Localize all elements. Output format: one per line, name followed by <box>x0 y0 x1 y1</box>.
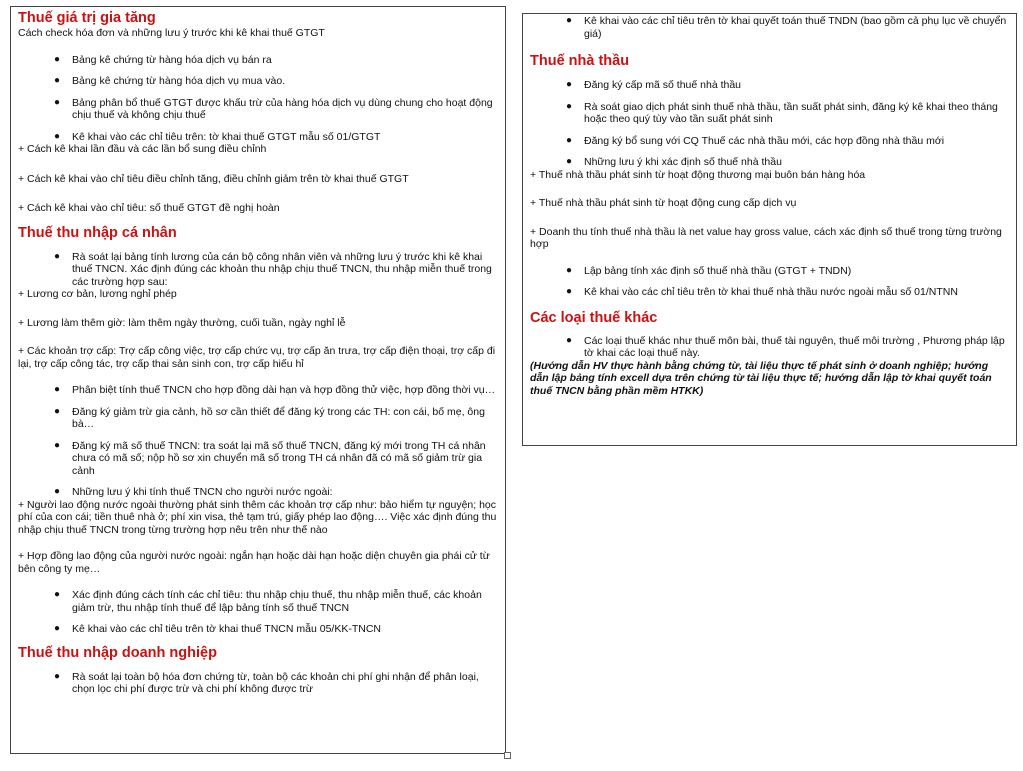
bullet-icon: ● <box>54 405 61 417</box>
heading-pit: Thuế thu nhập cá nhân <box>18 224 177 241</box>
bullet-icon: ● <box>566 264 573 276</box>
list-item: ● Lập bảng tính xác định số thuế nhà thầu (GTGT + TNDN) <box>566 264 852 277</box>
resize-handle[interactable] <box>504 752 511 759</box>
list-item: ● Rà soát lại toàn bộ hóa đơn chứng từ, toàn bộ các khoản chi phí ghi nhận để phân loại, chọn lọc chi phí được trừ và chi phí không được trừ <box>54 670 479 695</box>
other-bullet-list <box>530 335 1008 360</box>
fct-bullet-list-2 <box>530 265 1008 299</box>
list-item: ● Kê khai vào các chỉ tiêu trên: tờ khai thuế GTGT mẫu số 01/GTGT <box>54 130 381 143</box>
bullet-icon: ● <box>566 15 573 26</box>
bullet-icon: ● <box>566 100 573 112</box>
vat-plus-3: + Cách kê khai vào chỉ tiêu: số thuế GTGT đề nghị hoàn <box>18 202 280 214</box>
training-note: (Hướng dẫn HV thực hành bằng chứng từ, tài liệu thực tế phát sinh ở doanh nghiệp; hướng dẫn lập bảng tính excell dựa trên chứng từ tài liệu thực tế; hướng dẫn lập tờ khai quyết toán thuế TNCN bằng phần mềm HTKK) <box>530 359 992 397</box>
bullet-icon: ● <box>54 486 61 497</box>
cit-continued-list <box>530 15 1008 40</box>
bullet-icon: ● <box>54 250 61 262</box>
pit-plus-3: + Các khoản trợ cấp: Trợ cấp công việc, trợ cấp chức vụ, trợ cấp ăn trưa, trợ cấp điện thoại, trợ cấp đi lại, trợ cấp công tác, trợ cấp thai sản sinh con, trợ cấp hiếu hỉ <box>18 345 496 370</box>
heading-other-taxes: Các loại thuế khác <box>530 309 658 326</box>
bullet-icon: ● <box>54 75 61 86</box>
bullet-icon: ● <box>54 53 61 65</box>
list-item: ● Đăng ký bổ sung với CQ Thuế các nhà thầu mới, các hợp đồng nhà thầu mới <box>566 134 945 147</box>
left-text-box[interactable] <box>10 6 506 754</box>
bullet-icon: ● <box>54 439 61 451</box>
heading-vat: Thuế giá trị gia tăng <box>18 10 156 26</box>
list-item: ● Những lưu ý khi xác định số thuế nhà thầu <box>566 156 782 168</box>
bullet-icon: ● <box>566 79 573 90</box>
pit-plus-5: + Hợp đồng lao động của người nước ngoài: ngắn hạn hoặc dài hạn hoặc diện chuyên gia phái cử từ bên công ty mẹ… <box>18 550 490 575</box>
pit-bullet-list-3 <box>18 589 497 636</box>
list-item: ● Phân biệt tính thuế TNCN cho hợp đồng dài hạn và hợp đồng thử việc, hợp đồng thời vụ… <box>54 384 496 396</box>
bullet-icon: ● <box>54 96 61 108</box>
vat-plus-2: + Cách kê khai vào chỉ tiêu điều chỉnh tăng, điều chỉnh giảm trên tờ khai thuế GTGT <box>18 172 409 185</box>
fct-plus-2: + Thuế nhà thầu phát sinh từ hoạt động cung cấp dịch vụ <box>530 197 797 209</box>
list-item: ● Kê khai vào các chỉ tiêu trên tờ khai quyết toán thuế TNDN (bao gồm cả phụ lục về chuyển giá) <box>566 15 1007 40</box>
bullet-icon: ● <box>566 286 573 297</box>
bullet-icon: ● <box>566 134 573 146</box>
list-item: ● Đăng ký mã số thuế TNCN: tra soát lại mã số thuế TNCN, đăng ký mới trong TH cá nhân chưa có mã số; nộp hồ sơ xin chuyển mã số trong TH cá nhân đã có mã số giảm trừ gia cảnh <box>54 439 486 477</box>
list-item: ● Kê khai vào các chỉ tiêu trên tờ khai thuế TNCN mẫu 05/KK-TNCN <box>54 623 381 635</box>
bullet-icon: ● <box>566 334 573 346</box>
bullet-icon: ● <box>54 384 61 395</box>
right-text-box[interactable] <box>522 13 1017 446</box>
list-item: ● Bảng phân bổ thuế GTGT được khấu trừ của hàng hóa dịch vụ dùng chung cho hoạt động chịu thuế và không chịu thuế <box>54 96 493 121</box>
bullet-icon: ● <box>54 589 61 600</box>
list-item: ● Xác định đúng cách tính các chỉ tiêu: thu nhập chịu thuế, thu nhập miễn thuế, các khoản giảm trừ, thu nhập tính thuế để lập bảng tính số thuế TNCN <box>54 589 482 614</box>
pit-plus-1: + Lương cơ bản, lương nghỉ phép <box>18 288 177 300</box>
list-item: ● Bảng kê chứng từ hàng hóa dịch vụ mua vào. <box>54 75 286 87</box>
fct-bullet-list <box>530 79 1008 169</box>
list-item: ● Rà soát giao dịch phát sinh thuế nhà thầu, tần suất phát sinh, đăng ký kê khai theo tháng hoặc theo quý tùy vào tần suất phát sinh <box>566 100 998 125</box>
list-item: ● Các loại thuế khác như thuế môn bài, thuế tài nguyên, thuế môi trường , Phương pháp lập tờ khai các loại thuế này. <box>566 334 1005 359</box>
list-item: ● Kê khai vào các chỉ tiêu trên tờ khai thuế nhà thầu nước ngoài mẫu số 01/NTNN <box>566 286 958 298</box>
vat-plus-1: + Cách kê khai lần đầu và các lần bổ sung điều chỉnh <box>18 143 267 155</box>
list-item: ● Những lưu ý khi tính thuế TNCN cho người nước ngoài: <box>54 486 333 498</box>
cit-bullet-list <box>18 671 497 696</box>
fct-plus-1: + Thuế nhà thầu phát sinh từ hoạt động thương mại buôn bán hàng hóa <box>530 168 866 181</box>
list-item: ● Đăng ký cấp mã số thuế nhà thầu <box>566 79 742 91</box>
bullet-icon: ● <box>54 670 61 682</box>
pit-bullet-list-2 <box>18 384 497 499</box>
fct-plus-3: + Doanh thu tính thuế nhà thầu là net value hay gross value, cách xác định số thuế trong từng trường hợp <box>530 225 1002 250</box>
bullet-icon: ● <box>566 156 573 167</box>
heading-fct: Thuế nhà thầu <box>530 53 630 69</box>
bullet-icon: ● <box>54 130 61 142</box>
bullet-icon: ● <box>54 623 61 634</box>
heading-cit: Thuế thu nhập doanh nghiệp <box>18 644 217 661</box>
list-item: ● Rà soát lại bảng tính lương của cán bộ công nhân viên và những lưu ý trước khi kê khai thuế TNCN. Xác định đúng các khoản thu nhập chịu thuế TNCN, thu nhập miễn thuế trong các trường hợp sau: <box>54 250 492 288</box>
list-item: ● Đăng ký giảm trừ gia cảnh, hồ sơ cần thiết để đăng ký trong các TH: con cái, bố mẹ, ông bà… <box>54 405 485 430</box>
vat-intro: Cách check hóa đơn và những lưu ý trước khi kê khai thuế GTGT <box>18 27 325 39</box>
pit-plus-4: + Người lao động nước ngoài thường phát sinh thêm các khoản trợ cấp như: bảo hiểm tự nguyện; học phí của con cái; tiền thuê nhà ở; phí xin visa, thẻ tạm trú, giấy phép lao động…. Việc xác định đúng thu nhập chịu thuế TNCN trong từng trường hợp nêu trên như thế nào <box>18 498 497 536</box>
list-item: ● Bảng kê chứng từ hàng hóa dịch vụ bán ra <box>54 53 272 66</box>
pit-bullet-list-1 <box>18 251 497 289</box>
vat-bullet-list <box>18 54 497 144</box>
pit-plus-2: + Lương làm thêm giờ: làm thêm ngày thường, cuối tuần, ngày nghỉ lễ <box>18 316 346 329</box>
